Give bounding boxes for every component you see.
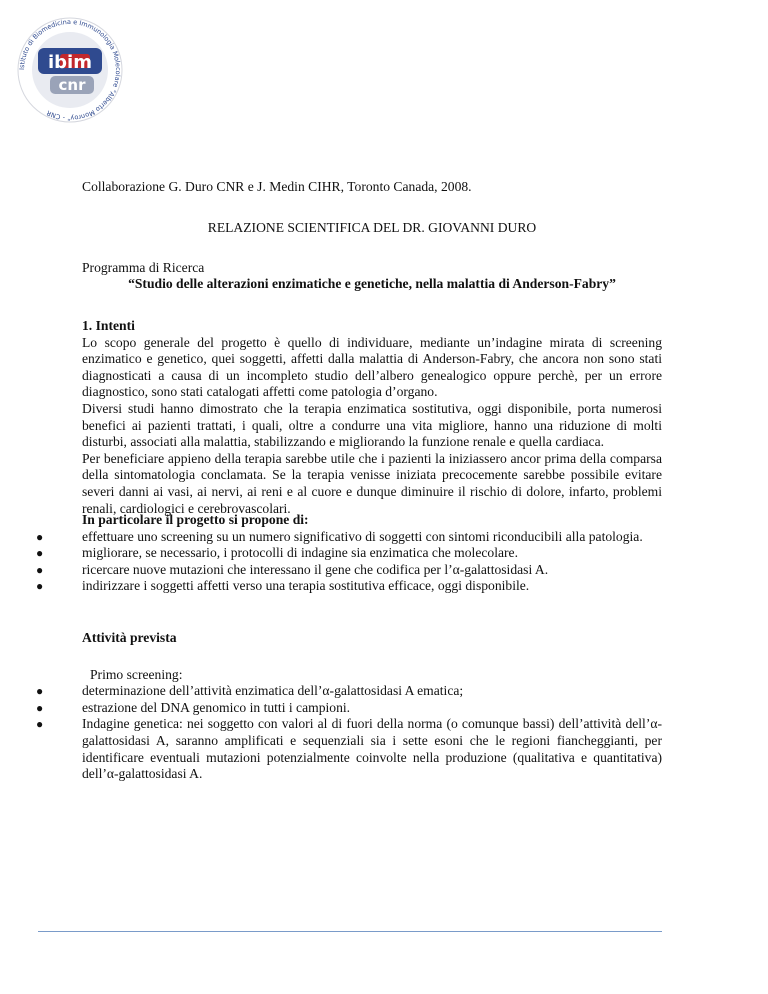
attivita-list [36, 683, 662, 783]
list-item: ● migliorare, se necessario, i protocolli di indagine sia enzimatica che molecolare. [36, 545, 518, 561]
collaboration-line: Collaborazione G. Duro CNR e J. Medin CIHR, Toronto Canada, 2008. [82, 179, 472, 194]
intenti-paragraph-1: Lo scopo generale del progetto è quello di individuare, mediante un’indagine mirata di screening enzimatico e genetico, quei soggetti, affetti dalla malattia di Anderson-Fabry, che ancora non sono stati diagnosticati a causa di un incompleto studio dell’albero genealogico oppure perchè, per un errore diagnostico, sono stati catalogati affetti come patologia d’organo. [82, 334, 662, 400]
screening-label: Primo screening: [90, 666, 183, 682]
logo-sub-text: cnr [58, 76, 86, 94]
bullet-dot-icon: ● [36, 684, 44, 699]
section-heading-obiettivi: In particolare il progetto si propone di: [82, 512, 309, 527]
obiettivi-list [36, 528, 662, 595]
bullet-dot-icon: ● [36, 579, 44, 594]
logo-main-text: ibim [48, 52, 92, 73]
section-heading-intenti: 1. Intenti [82, 318, 135, 333]
footer-divider [38, 931, 662, 932]
program-title: “Studio delle alterazioni enzimatiche e genetiche, nella malattia di Anderson-Fabry” [128, 276, 616, 291]
section-obiettivi [36, 512, 662, 595]
bullet-dot-icon: ● [36, 717, 44, 732]
bullet-dot-icon: ● [36, 546, 44, 561]
list-item: ● Indagine genetica: nei soggetto con valori al di fuori della norma (o comunque bassi) dell’attività dell’α-galattosidasi A, saranno amplificati e sequenziali sia i sette esoni che le regioni fiancheggianti, per identificare eventuali mutazioni potenzialmente coinvolte nella produzione (qualitativa e quantitativa) dell’α-galattosidasi A. [36, 716, 662, 782]
intenti-paragraph-3: Per beneficiare appieno della terapia sarebbe utile che i pazienti la iniziassero ancor prima della comparsa della sintomatologia conclamata. Se la terapia venisse iniziata precocemente sarebbe possibile evitare severi danni ai vasi, ai nervi, ai reni e al cuore e dunque diminuire il rischio di dolore, infarto, problemi renali, cardiologici e cerebrovascolari. [82, 450, 662, 516]
list-item: ● estrazione del DNA genomico in tutti i campioni. [36, 699, 351, 715]
section-intenti [82, 318, 662, 517]
list-item: ● determinazione dell’attività enzimatica dell’α-galattosidasi A ematica; [36, 683, 464, 699]
logo-ring-text: Istituto di Biomedicina e Immunologia Molecolare "Alberto Monroy" - CNR [17, 17, 123, 123]
bullet-dot-icon: ● [36, 529, 44, 544]
section-attivita [36, 630, 662, 783]
ibim-cnr-logo [16, 6, 124, 134]
list-item: ● indirizzare i soggetti affetti verso una terapia sostitutiva efficace, oggi disponibile. [36, 578, 530, 594]
bullet-dot-icon: ● [36, 700, 44, 715]
program-label: Programma di Ricerca [82, 260, 205, 275]
section-heading-attivita: Attività prevista [82, 630, 177, 645]
list-item: ● effettuare uno screening su un numero significativo di soggetti con sintomi riconducibili alla patologia. [36, 528, 643, 544]
bullet-dot-icon: ● [36, 562, 44, 577]
report-title: RELAZIONE SCIENTIFICA DEL DR. GIOVANNI DURO [207, 220, 537, 235]
intenti-paragraph-2: Diversi studi hanno dimostrato che la terapia enzimatica sostitutiva, oggi disponibile, porta numerosi benefici ai pazienti trattati, i quali, oltre a condurre una vita migliore, hanno una riduzione di molti disturbi, associati alla malattia, stabilizzando e migliorando la funzione renale e quella cardiaca. [82, 400, 662, 450]
list-item: ● ricercare nuove mutazioni che interessano il gene che codifica per l’α-galattosidasi A. [36, 561, 549, 577]
